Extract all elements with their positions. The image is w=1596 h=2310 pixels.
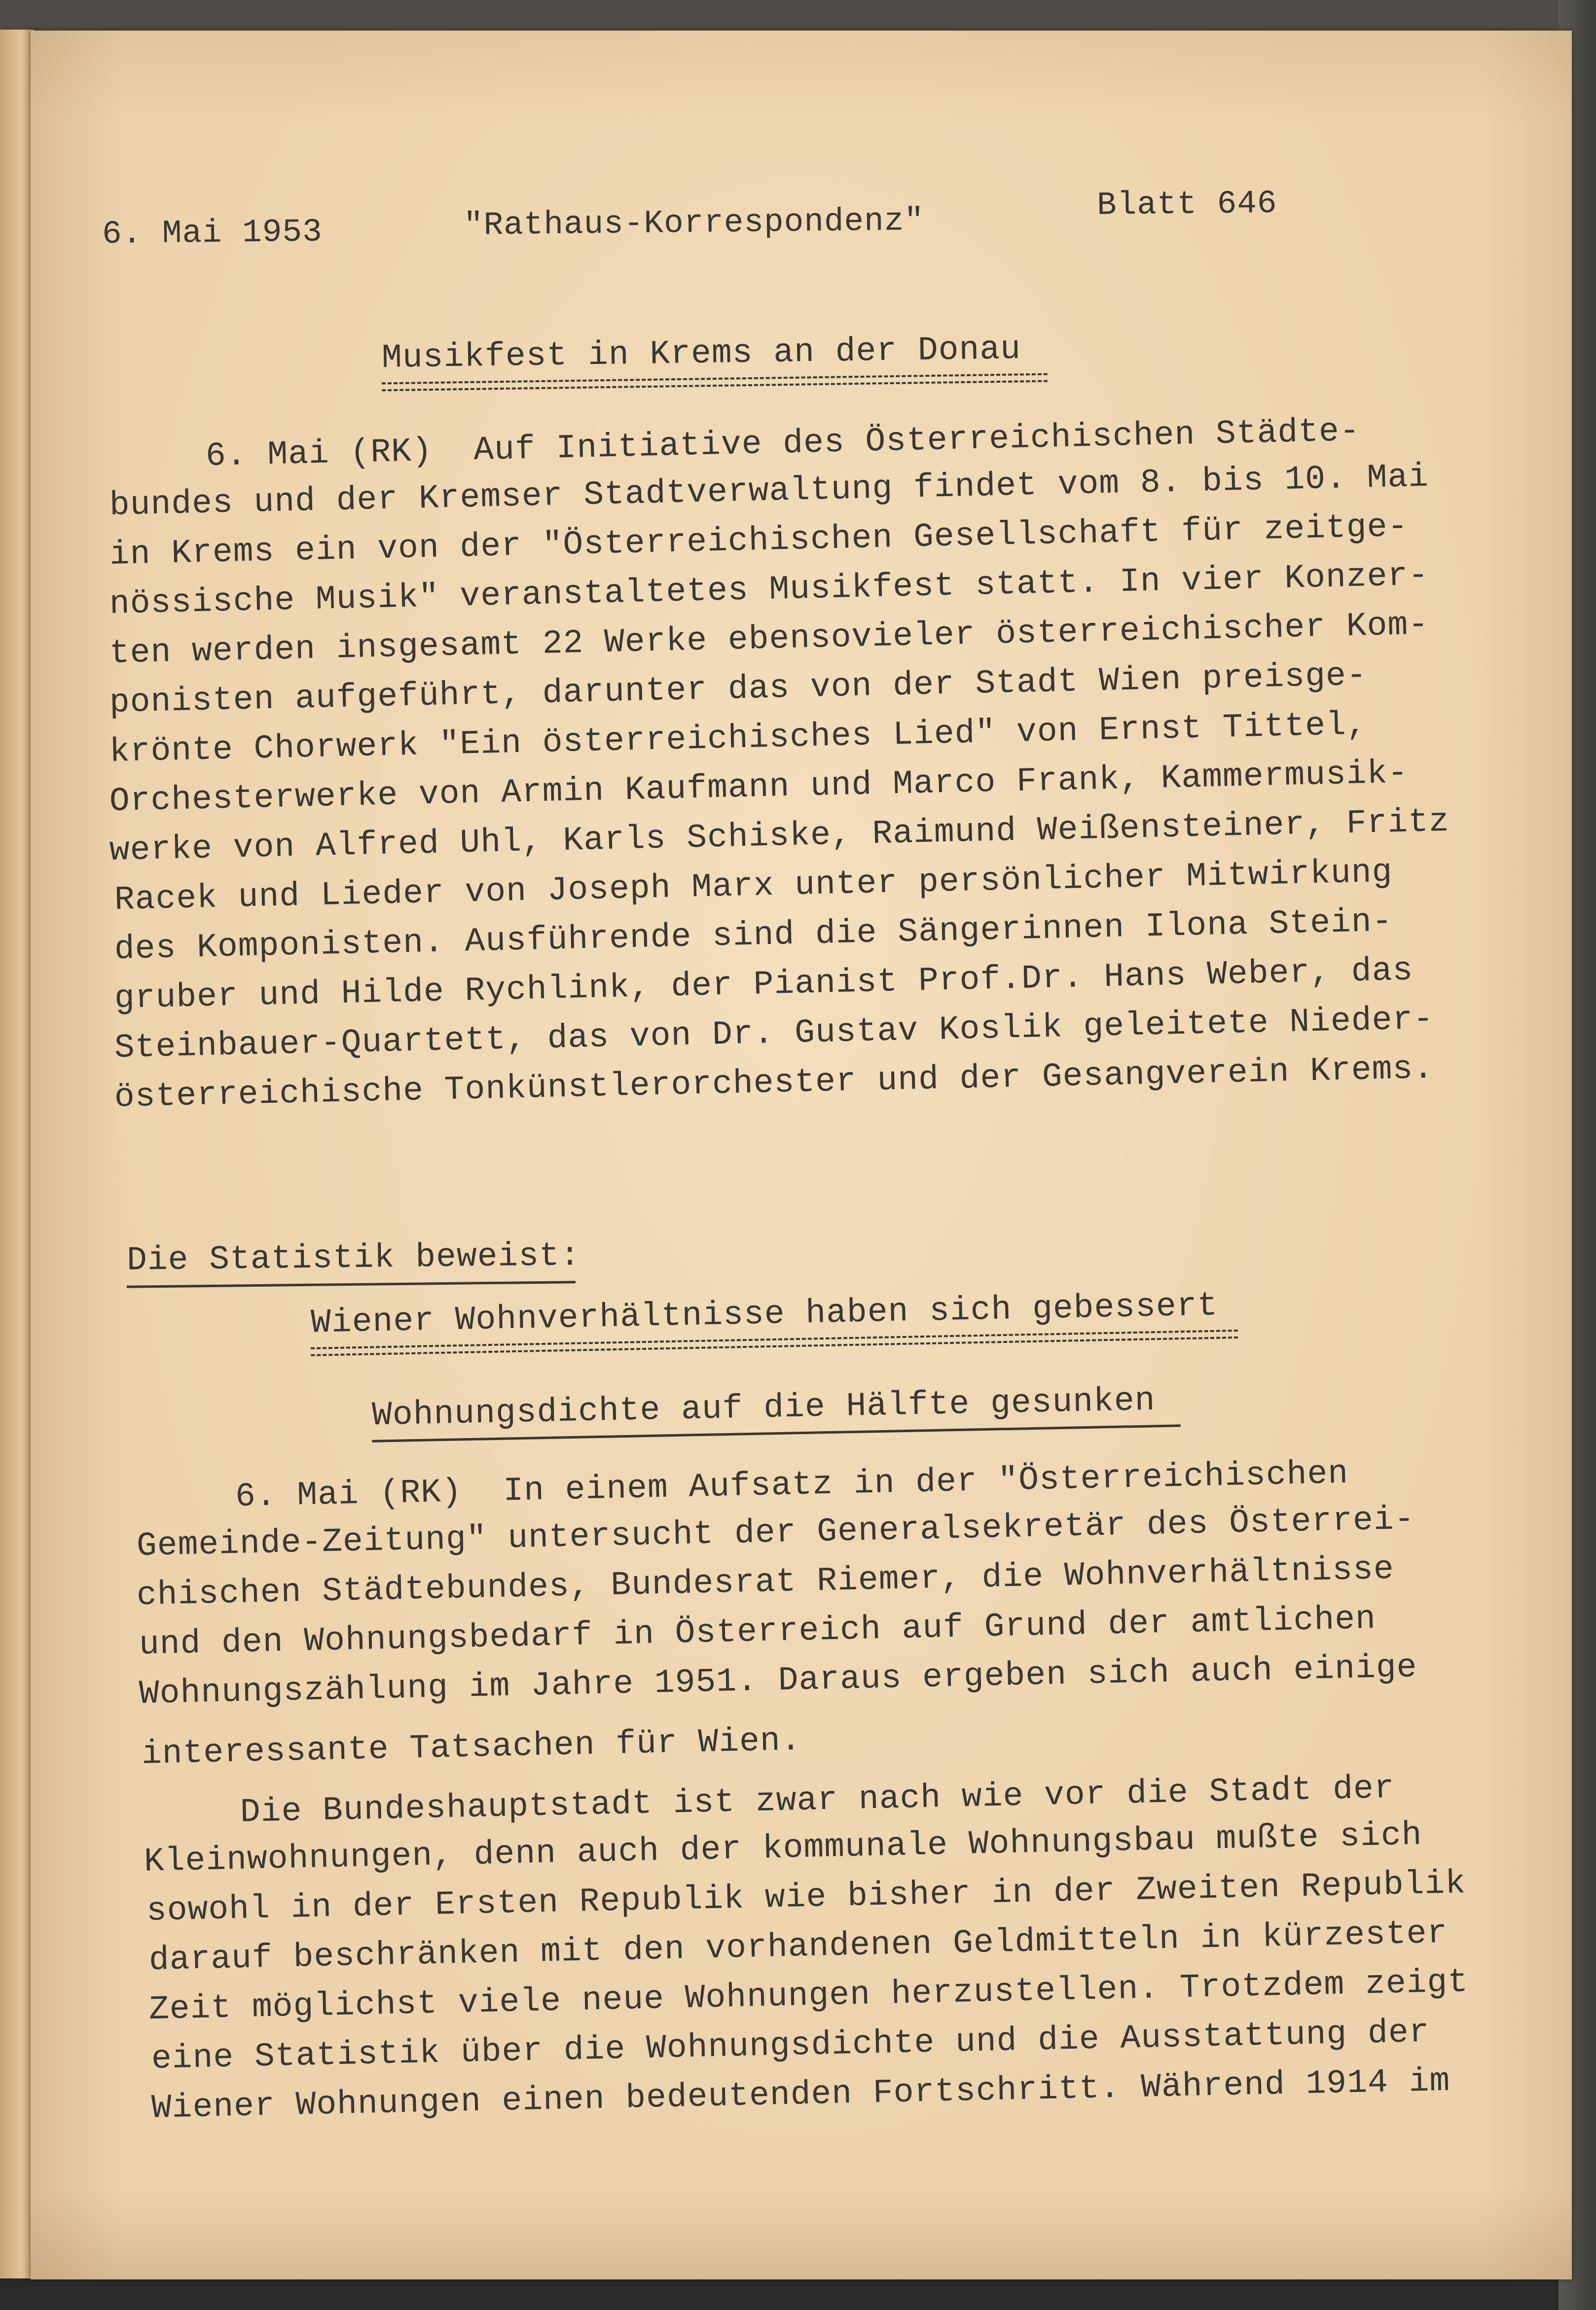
article2-kicker-underline	[127, 1281, 576, 1288]
article2-line: Wohnungszählung im Jahre 1951. Daraus ergeben sich auch einige	[139, 1648, 1418, 1713]
article1-line: Orchesterwerke von Armin Kaufmann und Marco Frank, Kammermusik-	[109, 754, 1409, 821]
article2-line: Wiener Wohnungen einen bedeutenden Fortschritt. Während 1914 im	[151, 2062, 1451, 2128]
article1-line: des Komponisten. Ausführende sind die Sängerinnen Ilona Stein-	[114, 902, 1393, 969]
article2-line: chischen Städtebundes, Bundesrat Riemer, die Wohnverhältnisse	[136, 1550, 1395, 1615]
article2-line: interessante Tatsachen für Wien.	[141, 1721, 802, 1773]
article2-line: eine Statistik über die Wohnungsdichte und die Ausstattung der	[151, 2013, 1430, 2078]
article2-line: Zeit möglichst viele neue Wohnungen herzustellen. Trotzdem zeigt	[148, 1963, 1469, 2029]
article1-title: Musikfest in Krems an der Donau	[381, 330, 1021, 378]
header-date: 6. Mai 1953	[102, 213, 323, 253]
article1-line: krönte Chorwerk "Ein österreichisches Lied" von Ernst Tittel,	[109, 706, 1368, 771]
article2-title: Wiener Wohnverhältnisse haben sich gebessert	[310, 1287, 1219, 1342]
article1-line: ponisten aufgeführt, darunter das von der Stadt Wien preisge-	[109, 656, 1368, 722]
header-publication: "Rathaus-Korrespondenz"	[463, 202, 925, 244]
article1-line: gruber und Hilde Rychlink, der Pianist Prof.Dr. Hans Weber, das	[114, 951, 1414, 1018]
previous-page-edge	[0, 30, 35, 2278]
article1-line: werke von Alfred Uhl, Karls Schiske, Raimund Weißensteiner, Fritz	[109, 802, 1450, 870]
article1-line: österreichische Tonkünstlerorchester und der Gesangverein Krems.	[114, 1049, 1434, 1117]
header-sheet-number: Blatt 646	[1096, 185, 1277, 224]
article2-line: Die Bundeshauptstadt ist zwar nach wie vor die Stadt der	[240, 1769, 1395, 1832]
article2-line: sowohl in der Ersten Republik wie bisher in der Zweiten Republik	[146, 1864, 1466, 1930]
article1-line: in Krems ein von der "Österreichischen Gesellschaft für zeitge-	[109, 507, 1409, 574]
article1-line: nössische Musik" veranstaltetes Musikfest statt. In vier Konzer-	[109, 556, 1429, 623]
article2-line: darauf beschränken mit den vorhandenen Geldmitteln in kürzester	[148, 1914, 1449, 1980]
article2-line: Gemeinde-Zeitung" untersucht der Generalsekretär des Österrei-	[136, 1500, 1415, 1565]
article1-line: Steinbauer-Quartett, das von Dr. Gustav Koslik geleitete Nieder-	[114, 1000, 1434, 1067]
article1-line: ten werden insgesamt 22 Werke ebensovieler österreichischer Kom-	[109, 606, 1429, 673]
article2-line: und den Wohnungsbedarf in Österreich auf Grund der amtlichen	[139, 1600, 1377, 1664]
article2-subtitle: Wohnungsdichte auf die Hälfte gesunken	[371, 1381, 1156, 1435]
article1-line: 6. Mai (RK) Auf Initiative des Österreichischen Städte-	[205, 412, 1361, 475]
article2-kicker: Die Statistik beweist:	[126, 1237, 581, 1280]
article2-line: 6. Mai (RK) In einem Aufsatz in der "Österreichischen	[235, 1454, 1349, 1516]
article2-line: Kleinwohnungen, denn auch der kommunale Wohnungsbau mußte sich	[144, 1816, 1423, 1881]
article1-line: Racek und Lieder von Joseph Marx unter persönlicher Mitwirkung	[114, 853, 1393, 919]
document-page	[31, 31, 1572, 2279]
article1-line: bundes und der Kremser Stadtverwaltung findet vom 8. bis 10. Mai	[109, 458, 1429, 525]
